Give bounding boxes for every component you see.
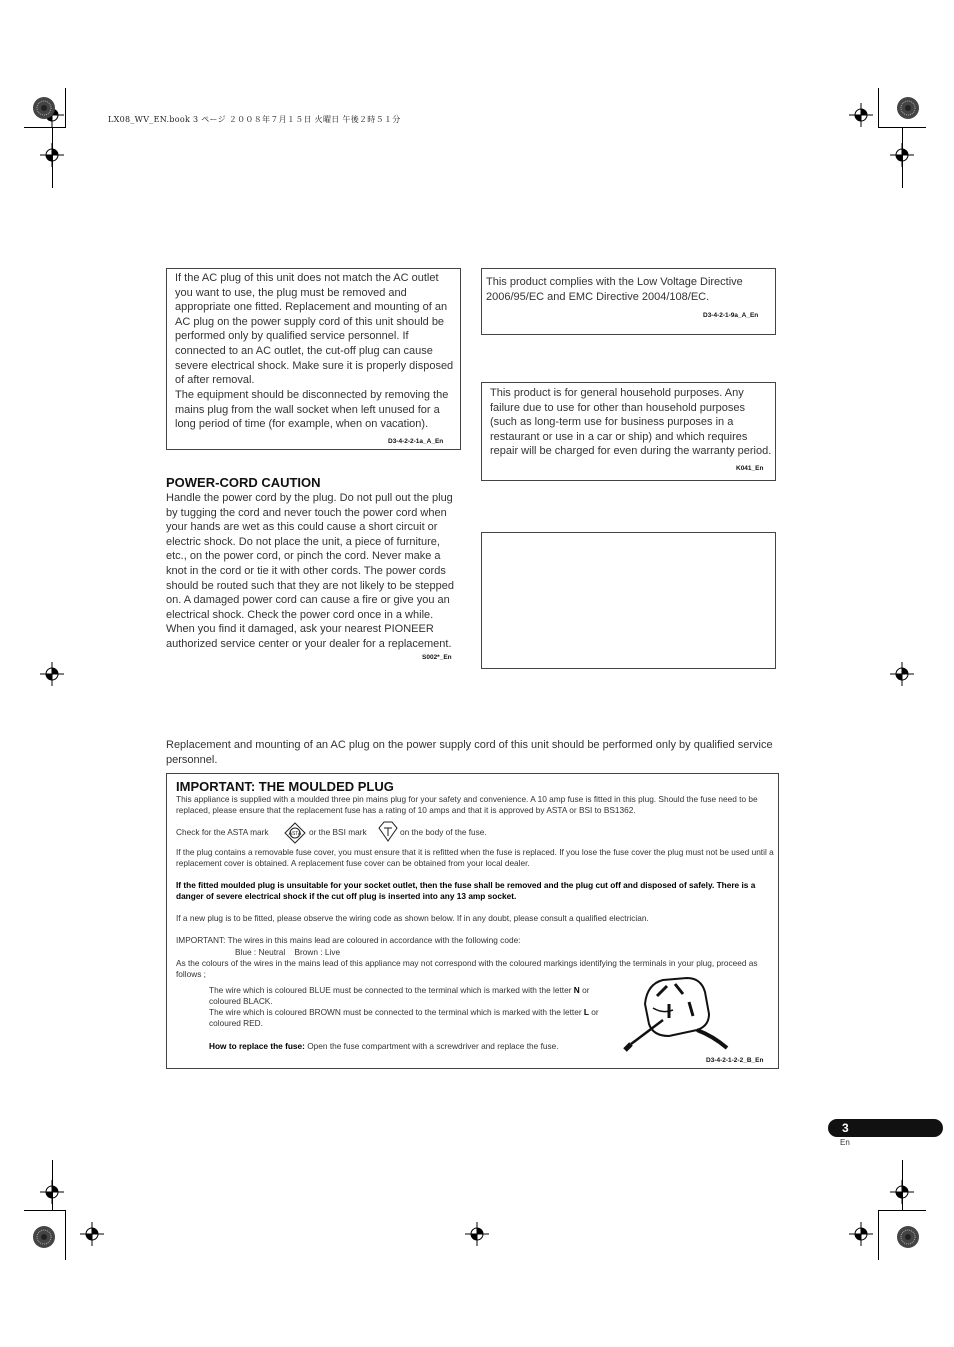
asta-text-b: or the BSI mark bbox=[309, 827, 367, 837]
replacement-note: Replacement and mounting of an AC plug on the power supply cord of this unit should be performed only by qualified service personnel. bbox=[166, 739, 773, 766]
registration-mark-icon bbox=[890, 662, 914, 686]
crop-mark bbox=[878, 1210, 879, 1260]
book-info-header: LX08_WV_EN.book 3 ページ ２００８年７月１５日 火曜日 午後２時５１分 bbox=[108, 115, 401, 124]
document-code: K041_En bbox=[736, 465, 764, 472]
moulded-plug-p1: This appliance is supplied with a moulded three pin mains plug for your safety and convenience. A 10 amp fuse is fitted in this plug. Should the fuse need to be replaced, please ensure that the replacement fuse has a rating of 10 amps and that it is approved by ASTA or BSI to BS1362. bbox=[176, 794, 758, 815]
brown-wire-text-b: or coloured RED. bbox=[209, 1007, 599, 1028]
wire-code-line: Blue : Neutral Brown : Live bbox=[235, 947, 341, 957]
moulded-plug-p6: As the colours of the wires in the mains lead of this appliance may not correspond with the coloured markings identifying the terminals in your plug, proceed as follows ; bbox=[176, 958, 758, 979]
color-target-icon bbox=[896, 96, 920, 120]
registration-mark-icon bbox=[40, 662, 64, 686]
asta-mark-icon bbox=[284, 822, 306, 844]
moulded-plug-p3: If the fitted moulded plug is unsuitable for your socket outlet, then the fuse shall be removed and the plug cut off and disposed of safely. There is a danger of severe electrical shock if the cut off plug is inserted into any 13 amp socket. bbox=[176, 880, 756, 901]
crop-mark bbox=[878, 88, 879, 128]
registration-mark-icon bbox=[80, 1222, 104, 1246]
letter-n: N bbox=[573, 985, 580, 995]
fuse-label: How to replace the fuse: bbox=[209, 1041, 305, 1051]
registration-mark-icon bbox=[849, 103, 873, 127]
page-number: 3 bbox=[842, 1121, 849, 1135]
moulded-plug-p2: If the plug contains a removable fuse cover, you must ensure that it is refitted when the fuse is replaced. If you lose the fuse cover the plug must not be used until a replacement cover is obtained. A replacement fuse cover can be obtained from your local dealer. bbox=[176, 847, 774, 868]
blue-wire-text: The wire which is coloured BLUE must be connected to the terminal which is marked with the letter bbox=[209, 985, 572, 995]
fuse-instruction bbox=[209, 1041, 559, 1052]
color-target-icon bbox=[32, 1225, 56, 1249]
registration-mark-icon bbox=[40, 1180, 64, 1204]
crop-mark bbox=[65, 88, 66, 128]
svg-text:ASTA: ASTA bbox=[288, 831, 302, 837]
document-code: D3-4-2-1-2-2_B_En bbox=[706, 1057, 764, 1064]
crop-mark bbox=[24, 127, 66, 128]
crop-mark bbox=[24, 1210, 66, 1211]
registration-mark-icon bbox=[849, 1222, 873, 1246]
directive-box bbox=[481, 268, 776, 335]
directive-text: This product complies with the Low Voltage Directive 2006/95/EC and EMC Directive 2004/108/EC. bbox=[486, 276, 743, 303]
empty-box bbox=[481, 532, 776, 669]
registration-mark-icon bbox=[890, 1180, 914, 1204]
asta-text-c: on the body of the fuse. bbox=[400, 827, 487, 837]
registration-mark-icon bbox=[40, 143, 64, 167]
power-cord-text: Handle the power cord by the plug. Do not pull out the plug by tugging the cord and never touch the power cord when your hands are wet as this could cause a short circuit or electric shock. Do not place the unit, a piece of furniture, etc., on the power cord, or pinch the cord. Never make a knot in the cord or tie it with other cords. The power cords should be routed such that they are not likely to be stepped on. A damaged power cord can cause a fire or give you an electrical shock. Check the power cord once in a while. When you find it damaged, ask your nearest PIONEER authorized service center or your dealer for a replacement. bbox=[166, 492, 455, 650]
brown-wire-text: The wire which is coloured BROWN must be connected to the terminal which is marked with the letter bbox=[209, 1007, 582, 1017]
crop-mark bbox=[878, 1210, 926, 1211]
ac-plug-warning-text: If the AC plug of this unit does not match the AC outlet you want to use, the plug must be removed and appropriate one fitted. Replacement and mounting of an AC plug on the power supply cord of this unit should be performed only by qualified service personnel. If connected to an AC outlet, the cut-off plug can cause severe electrical shock. Make sure it is properly disposed of after removal. bbox=[175, 272, 454, 387]
brown-wire-instruction bbox=[209, 1007, 623, 1029]
color-target-icon bbox=[896, 1225, 920, 1249]
color-target-icon bbox=[32, 96, 56, 120]
household-box bbox=[481, 382, 776, 481]
document-code: D3-4-2-1-9a_A_En bbox=[703, 312, 759, 319]
crop-mark bbox=[65, 1210, 66, 1260]
page-language: En bbox=[840, 1138, 850, 1147]
blue-wire-text-b: or coloured BLACK. bbox=[209, 985, 590, 1006]
fuse-text: Open the fuse compartment with a screwdriver and replace the fuse. bbox=[307, 1041, 559, 1051]
ac-plug-warning-box bbox=[166, 268, 461, 450]
plug-screwdriver-illustration-icon bbox=[623, 974, 733, 1052]
moulded-plug-box bbox=[166, 773, 779, 1069]
moulded-plug-p4: If a new plug is to be fitted, please observe the wiring code as shown below. If in any doubt, please consult a qualified electrician. bbox=[176, 913, 649, 923]
moulded-plug-heading: IMPORTANT: THE MOULDED PLUG bbox=[176, 779, 394, 794]
letter-l: L bbox=[583, 1007, 589, 1017]
household-text: This product is for general household purposes. Any failure due to use for other than household purposes (such as long-term use for business purposes in a restaurant or use in a car or ship) and which requires repair will be charged for even during the warranty period. bbox=[490, 387, 772, 458]
document-code: D3-4-2-2-1a_A_En bbox=[388, 438, 444, 445]
document-code: S002*_En bbox=[422, 654, 452, 661]
bsi-kitemark-icon bbox=[378, 820, 398, 842]
power-cord-heading: POWER-CORD CAUTION bbox=[166, 475, 321, 490]
registration-mark-icon bbox=[465, 1222, 489, 1246]
blue-wire-instruction bbox=[209, 985, 619, 1007]
asta-text-a: Check for the ASTA mark bbox=[176, 827, 269, 837]
moulded-plug-p5: IMPORTANT: The wires in this mains lead are coloured in accordance with the following code: bbox=[176, 935, 521, 945]
asta-line bbox=[176, 822, 774, 846]
disconnect-text: The equipment should be disconnected by removing the mains plug from the wall socket when left unused for a long period of time (for example, when on vacation). bbox=[175, 389, 449, 431]
registration-mark-icon bbox=[890, 143, 914, 167]
